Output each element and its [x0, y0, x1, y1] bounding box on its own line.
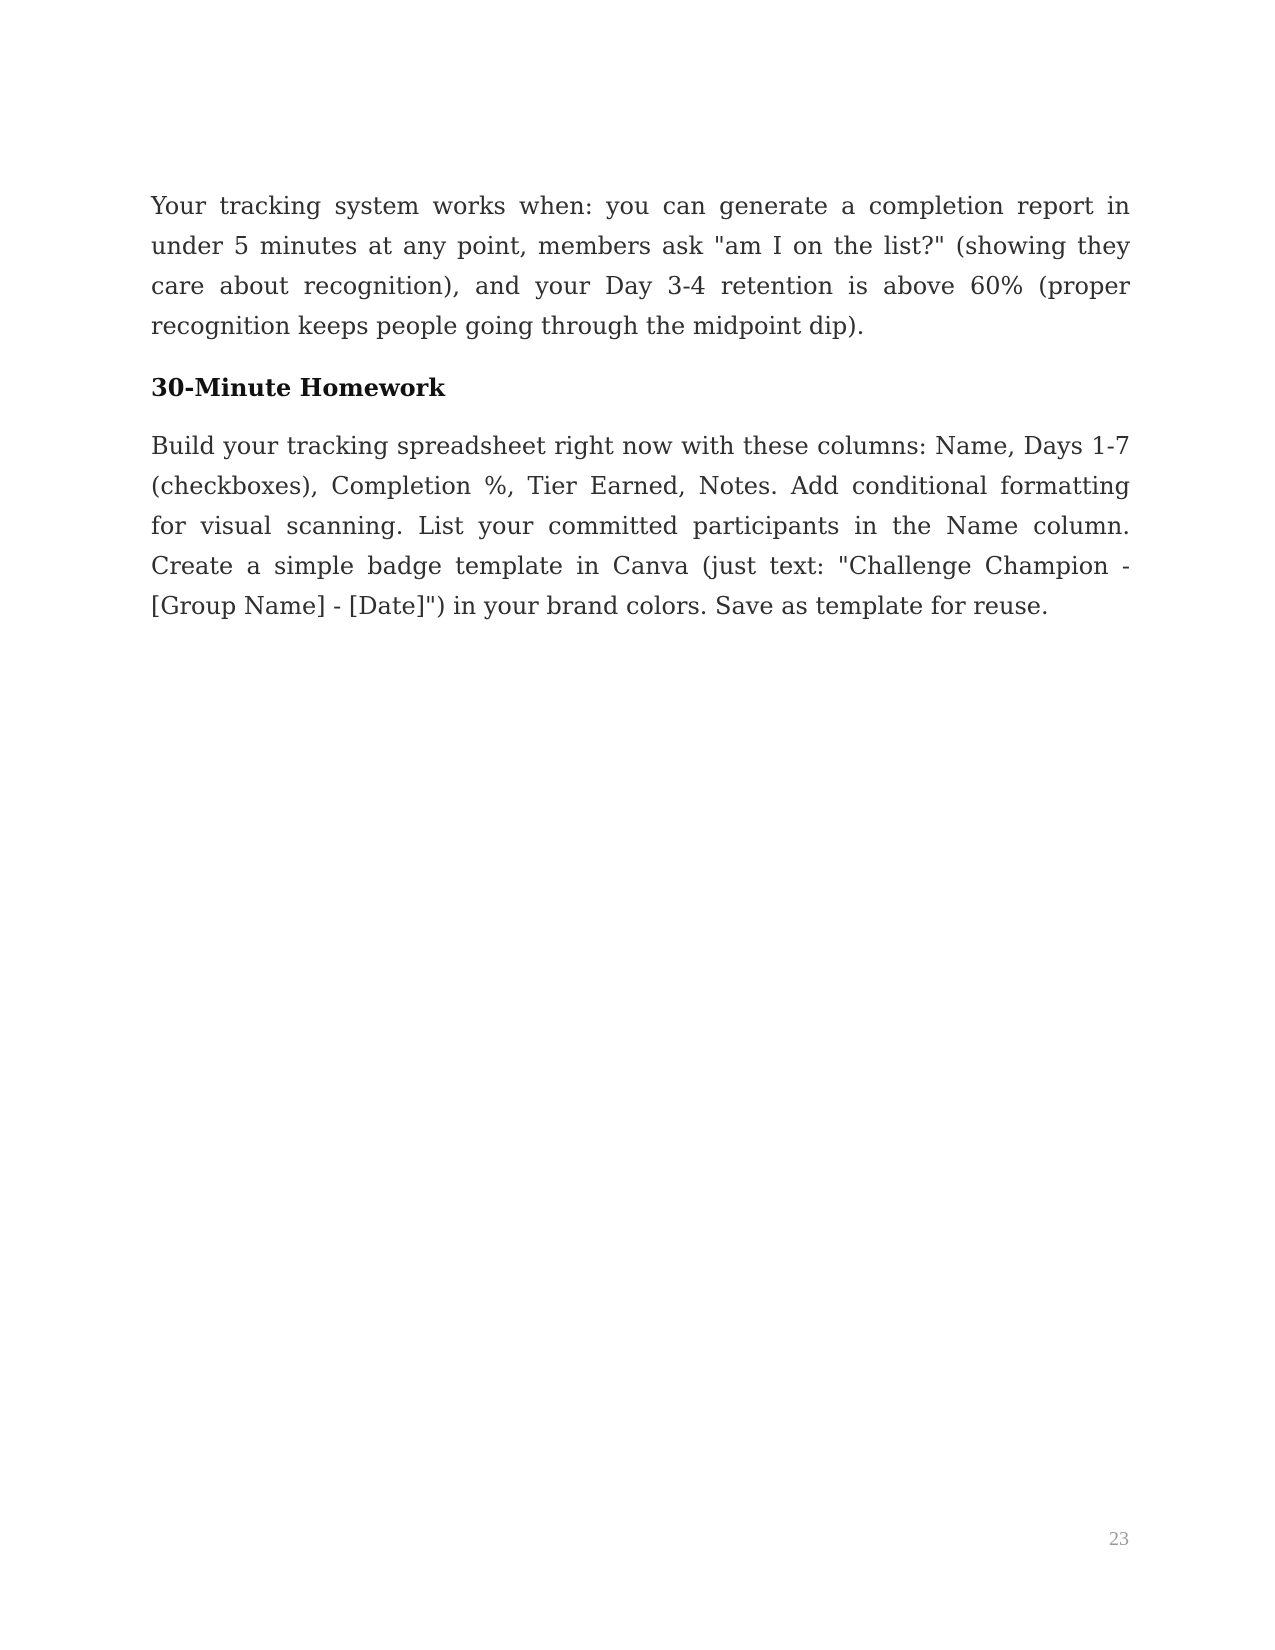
tracking-system-paragraph: Your tracking system works when: you can generate a completion report in under 5 minutes at any point, members ask "am I on the list?" (showing they care about recognition), and your Day 3-4 retention is above 60% (proper recognition keeps people going through the midpoint dip). — [151, 192, 1130, 340]
page-content — [151, 186, 1130, 626]
page-number: 23 — [1109, 1528, 1129, 1550]
homework-paragraph: Build your tracking spreadsheet right now with these columns: Name, Days 1-7 (checkboxes), Completion %, Tier Earned, Notes. Add conditional formatting for visual scanning. List your committed participants in the Name column. Create a simple badge template in Canva (just text: "Challenge Champion - [Group Name] - [Date]") in your brand colors. Save as template for reuse. — [151, 432, 1130, 620]
homework-heading: 30-Minute Homework — [151, 373, 445, 402]
